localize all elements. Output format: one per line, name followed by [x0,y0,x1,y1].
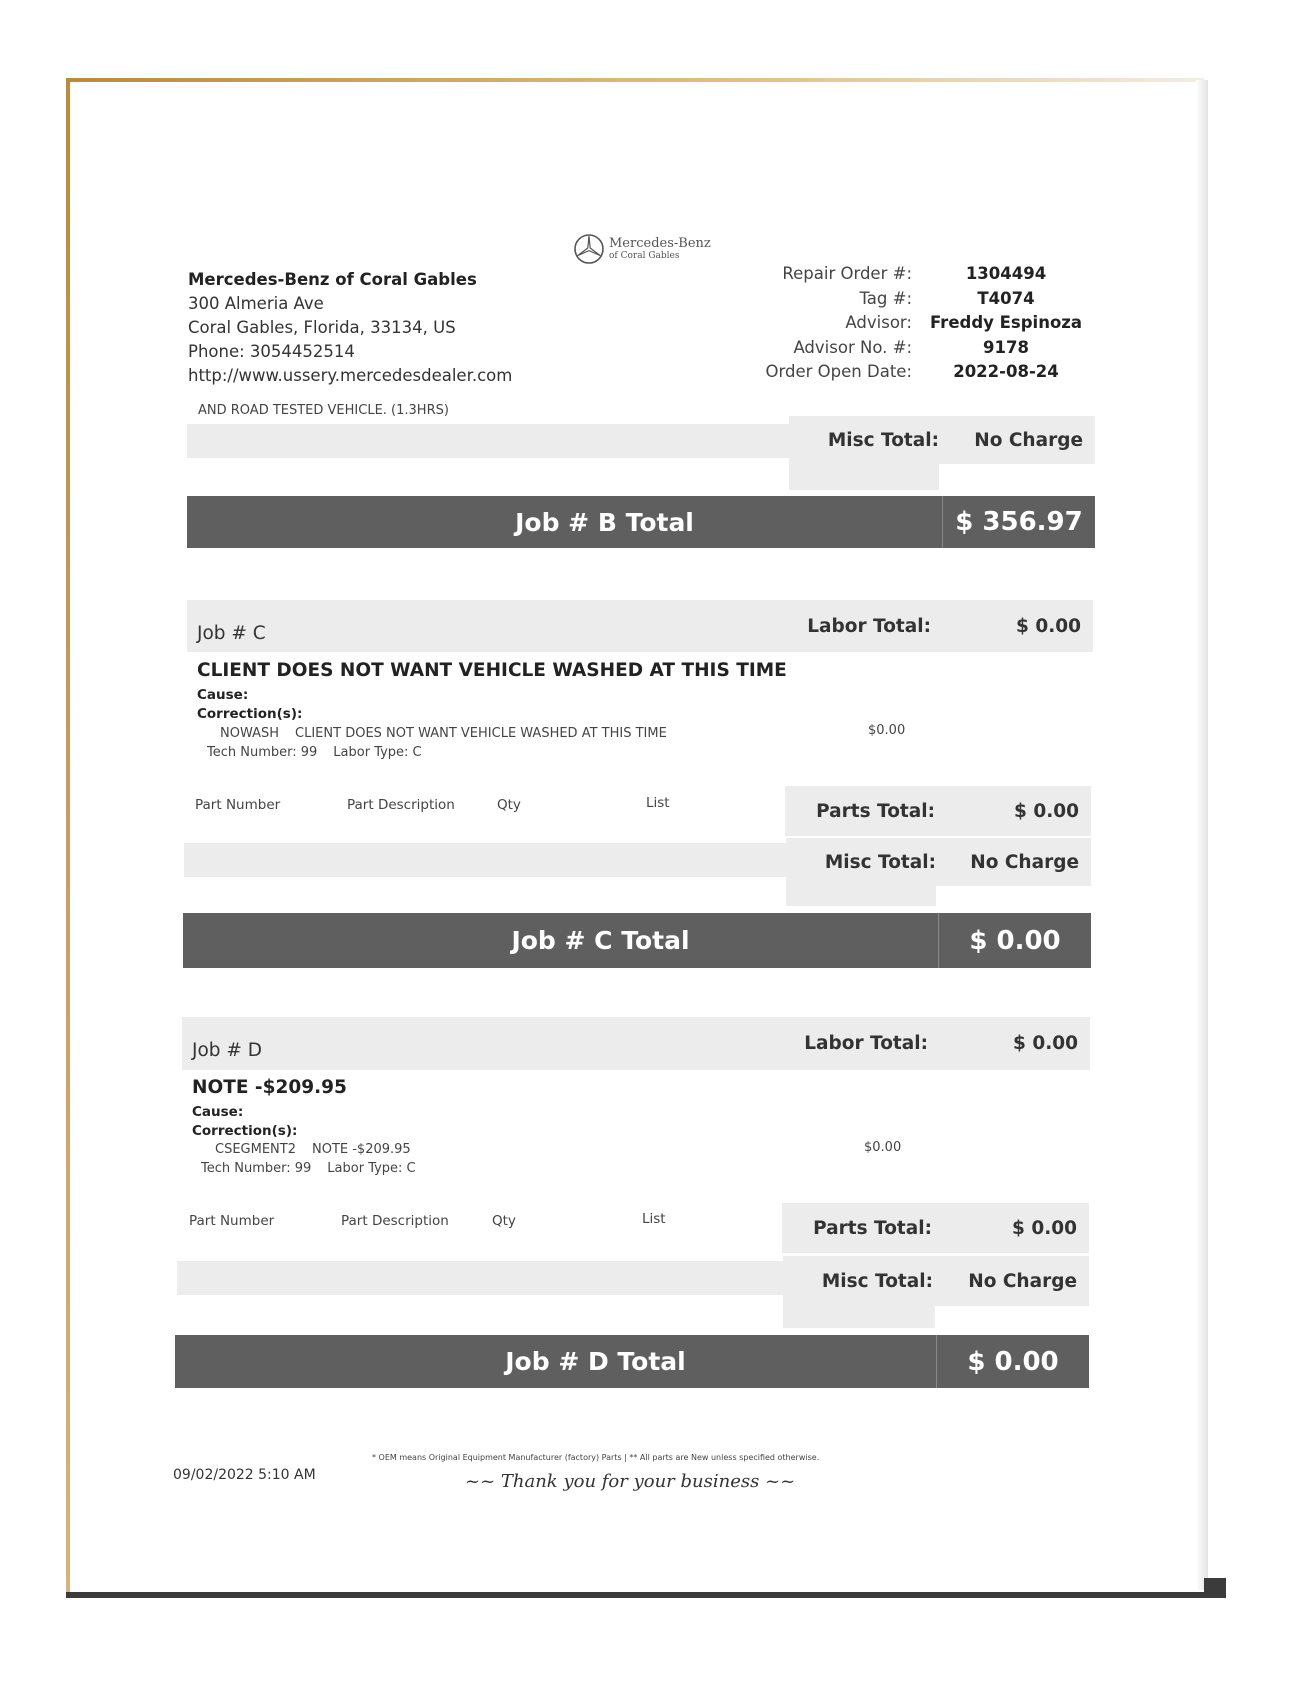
job-d-parts-value: $ 0.00 [1012,1217,1077,1239]
job-d-total-label: Job # D Total [505,1347,686,1376]
job-d-op-desc: NOTE -$209.95 [311,1142,411,1157]
job-d-labor-type: Labor Type: C [327,1161,416,1176]
job-c-op-code: NOWASH [220,726,280,741]
job-d-total-bar [175,1335,1089,1388]
job-b-misc-bar [187,424,789,458]
tag-value: T4074 [977,288,1035,308]
job-d-labor-label: Labor Total: [804,1033,928,1054]
job-b-total-value: $ 356.97 [942,496,1095,548]
job-c-qty-header: Qty [497,797,521,813]
job-c-misc-bar [184,843,786,877]
dealer-website: http://www.ussery.mercedesdealer.com [188,366,513,385]
job-c-misc-box [786,838,1091,886]
dealer-phone: Phone: 3054452514 [188,342,355,361]
job-d-correction-line [215,1142,411,1157]
advisor-no-label: Advisor No. #: [793,337,912,357]
job-c-labor-value: $ 0.00 [1016,615,1081,637]
job-c-header [187,600,1093,652]
job-c-total-value: $ 0.00 [938,913,1091,968]
three-pointed-star-icon [573,233,605,265]
job-c-total-bar [183,913,1091,968]
paper-edge-bottom [66,1592,1226,1598]
advisor-row [740,311,1100,336]
job-d-op-code: CSEGMENT2 [215,1142,296,1157]
job-d-tech-number: Tech Number: 99 [201,1161,312,1176]
job-b-total-label: Job # B Total [515,507,694,537]
paper-edge-top [66,78,1204,82]
logo-location: of Coral Gables [609,251,680,261]
job-d-part-description-header: Part Description [341,1213,449,1229]
tag-label: Tag #: [859,288,912,308]
repair-order-value: 1304494 [965,264,1047,283]
job-d-total-value: $ 0.00 [936,1335,1089,1388]
tag-row [740,287,1100,312]
dealer-address-line2: Coral Gables, Florida, 33134, US [188,318,456,337]
job-d-parts-box [782,1203,1089,1253]
job-c-misc-value: No Charge [970,851,1079,873]
dealer-name: Mercedes-Benz of Coral Gables [188,270,477,289]
job-b-misc-tab [789,464,939,490]
job-d-correction-label: Correction(s): [192,1123,298,1139]
open-date-row [740,360,1100,385]
job-c-concern: CLIENT DOES NOT WANT VEHICLE WASHED AT THIS TIME [197,660,787,681]
job-c-correction-line [220,726,667,741]
job-c-labor-label: Labor Total: [807,615,931,637]
advisor-no-value: 9178 [983,337,1029,357]
printed-timestamp: 09/02/2022 5:10 AM [173,1467,316,1483]
job-b-carryover-text: AND ROAD TESTED VEHICLE. (1.3HRS) [198,403,449,418]
thank-you-message: ~~ Thank you for your business ~~ [465,1471,796,1492]
repair-order-label: Repair Order #: [782,264,912,283]
paper-edge-left [66,78,70,1598]
job-c-parts-value: $ 0.00 [1014,800,1079,822]
job-c-parts-box [785,786,1091,836]
job-c-tech-number: Tech Number: 99 [207,745,318,760]
job-c-list-header: List [646,795,670,811]
job-b-total-bar [187,496,1095,548]
job-c-op-amount: $0.00 [868,723,906,738]
job-c-cause-label: Cause: [197,687,249,703]
job-b-misc-box [789,416,1095,464]
job-c-misc-tab [786,886,936,906]
open-date-value: 2022-08-24 [953,362,1059,381]
order-info [740,262,1100,385]
job-d-list-header: List [642,1211,666,1227]
job-c-total-label: Job # C Total [511,926,690,955]
job-c-labor-type: Labor Type: C [333,745,422,760]
job-c-part-number-header: Part Number [195,797,281,813]
job-d-misc-bar [177,1261,783,1295]
open-date-label: Order Open Date: [765,362,912,381]
paper-edge-corner [1204,1578,1226,1598]
job-c-correction-label: Correction(s): [197,706,303,722]
dealer-logo [573,233,711,265]
oem-footnote: * OEM means Original Equipment Manufacturer (factory) Parts | ** All parts are New unless specified otherwise. [372,1453,820,1462]
job-d-part-number-header: Part Number [189,1213,275,1229]
job-b-misc-label: Misc Total: [827,429,939,451]
repair-order-row [740,262,1100,287]
job-d-concern: NOTE -$209.95 [192,1077,347,1098]
job-d-cause-label: Cause: [192,1104,244,1120]
job-d-misc-tab [783,1306,935,1328]
job-c-misc-label: Misc Total: [824,851,936,873]
job-d-name: Job # D [192,1040,263,1061]
job-c-tech-line [207,745,422,760]
job-d-op-amount: $0.00 [864,1140,902,1155]
advisor-no-row [740,336,1100,361]
job-d-header [182,1017,1090,1070]
job-b-misc-value: No Charge [974,429,1083,451]
advisor-label: Advisor: [845,313,912,332]
dealer-info [188,268,512,388]
job-d-misc-value: No Charge [968,1270,1077,1292]
job-d-misc-box [783,1256,1089,1306]
job-c-op-desc: CLIENT DOES NOT WANT VEHICLE WASHED AT THIS TIME [295,726,667,741]
job-d-qty-header: Qty [492,1213,516,1229]
job-c-name: Job # C [197,622,266,644]
job-d-labor-value: $ 0.00 [1013,1033,1078,1054]
advisor-value: Freddy Espinoza [929,313,1083,332]
logo-brand: Mercedes-Benz [609,236,711,251]
job-c-part-description-header: Part Description [347,797,455,813]
job-d-parts-label: Parts Total: [813,1217,932,1239]
job-d-tech-line [201,1161,416,1176]
paper-edge-right [1196,80,1208,1590]
dealer-address-line1: 300 Almeria Ave [188,294,324,313]
job-d-misc-label: Misc Total: [821,1270,933,1292]
job-c-parts-label: Parts Total: [816,800,935,822]
